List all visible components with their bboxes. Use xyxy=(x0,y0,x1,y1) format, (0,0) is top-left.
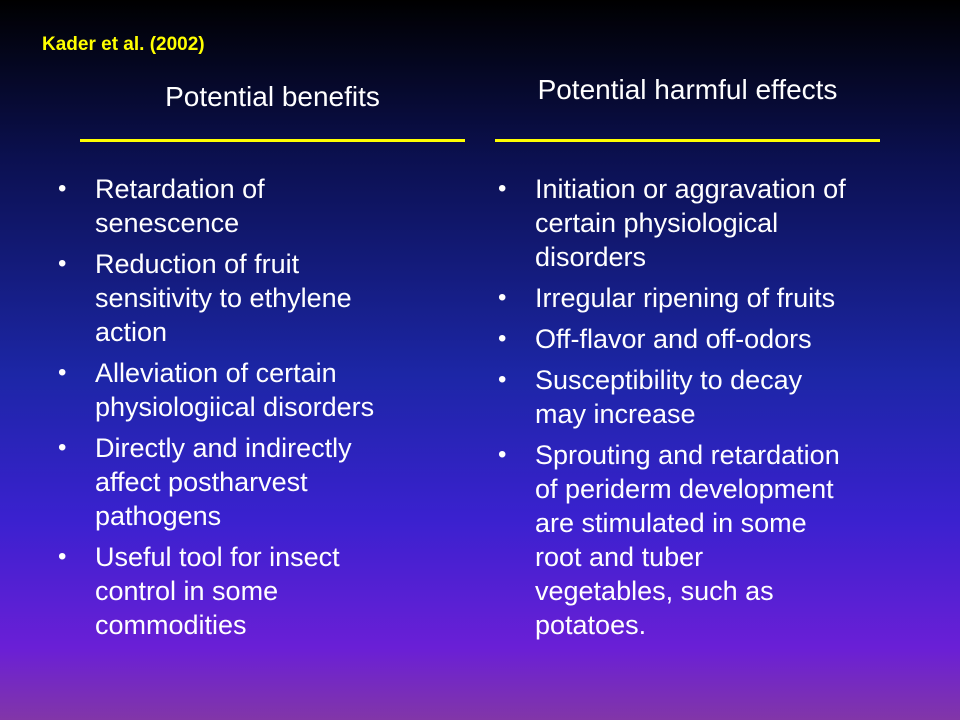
list-item-line: affect postharvest xyxy=(95,467,308,497)
list-item xyxy=(58,540,458,642)
list-item-line: Susceptibility to decay xyxy=(535,365,803,395)
benefits-heading: Potential benefits xyxy=(165,81,380,112)
bullet-icon: • xyxy=(498,325,507,352)
bullet-icon: • xyxy=(58,250,67,277)
list-item-line: are stimulated in some xyxy=(535,508,807,538)
list-item-line: commodities xyxy=(95,610,247,640)
list-item-line: physiologiical disorders xyxy=(95,392,375,422)
list-item-line: Retardation of xyxy=(95,174,265,204)
list-item-line: may increase xyxy=(535,399,696,429)
harmful-effects-list xyxy=(498,172,918,649)
list-item xyxy=(58,356,458,424)
list-item-line: Sprouting and retardation xyxy=(535,440,840,470)
list-item xyxy=(498,322,918,356)
harmful-effects-heading: Potential harmful effects xyxy=(537,74,838,105)
list-item-line: potatoes. xyxy=(535,610,647,640)
bullet-icon: • xyxy=(58,543,67,570)
list-item-line: Useful tool for insect xyxy=(95,542,340,572)
list-item-line: action xyxy=(95,317,168,347)
list-item xyxy=(58,431,458,533)
list-item-line: Initiation or aggravation of xyxy=(535,174,846,204)
list-item xyxy=(498,438,918,642)
list-item-line: Directly and indirectly xyxy=(95,433,352,463)
bullet-icon: • xyxy=(58,434,67,461)
benefits-list xyxy=(58,172,458,649)
list-item-line: Off-flavor and off-odors xyxy=(535,324,812,354)
list-item-line: Alleviation of certain xyxy=(95,358,337,388)
list-item-line: root and tuber xyxy=(535,542,704,572)
list-item-line: senescence xyxy=(95,208,240,238)
citation: Kader et al. (2002) xyxy=(42,34,205,55)
bullet-icon: • xyxy=(498,366,507,393)
list-item xyxy=(498,363,918,431)
list-item xyxy=(498,172,918,274)
bullet-icon: • xyxy=(498,284,507,311)
list-item xyxy=(58,172,458,240)
list-item-line: of periderm development xyxy=(535,474,834,504)
bullet-icon: • xyxy=(498,441,507,468)
list-item-line: disorders xyxy=(535,242,647,272)
list-item-line: vegetables, such as xyxy=(535,576,774,606)
list-item-line: Reduction of fruit xyxy=(95,249,300,279)
list-item-line: certain physiological xyxy=(535,208,779,238)
harmful-effects-divider xyxy=(495,139,880,142)
list-item xyxy=(498,281,918,315)
list-item xyxy=(58,247,458,349)
list-item-line: Irregular ripening of fruits xyxy=(535,283,836,313)
list-item-line: control in some xyxy=(95,576,279,606)
benefits-divider xyxy=(80,139,465,142)
bullet-icon: • xyxy=(498,175,507,202)
bullet-icon: • xyxy=(58,359,67,386)
list-item-line: pathogens xyxy=(95,501,222,531)
bullet-icon: • xyxy=(58,175,67,202)
list-item-line: sensitivity to ethylene xyxy=(95,283,352,313)
